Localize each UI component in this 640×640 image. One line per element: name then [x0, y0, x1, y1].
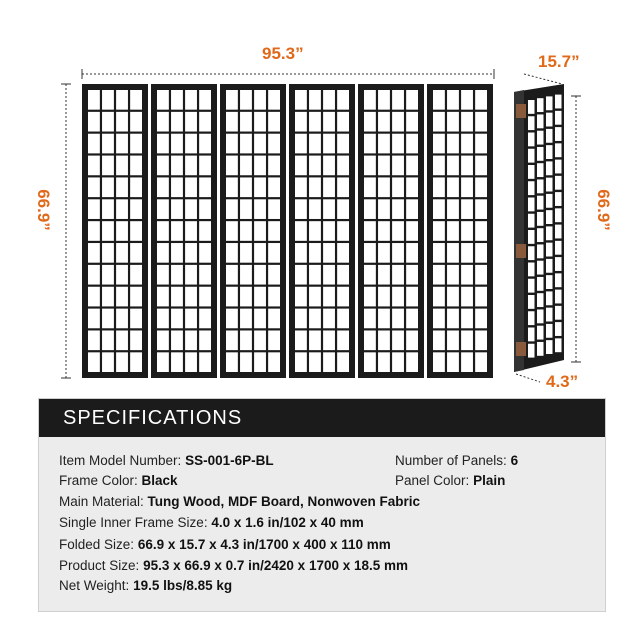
width-dimension-line	[82, 69, 494, 79]
net-weight-row	[59, 578, 232, 593]
height-label-left: 66.9”	[33, 189, 53, 231]
product-size-value: 95.3 x 66.9 x 0.7 in/2420 x 1700 x 18.5 mm	[143, 558, 409, 573]
depth-dimension-line	[524, 74, 562, 84]
folded-stack	[514, 84, 564, 372]
panel-color-value: Plain	[473, 473, 506, 488]
folded-size-row	[59, 537, 391, 552]
folded-size-label: Folded Size:	[59, 537, 135, 552]
width-label: 95.3”	[262, 44, 304, 63]
panels-value: 6	[510, 453, 519, 468]
inner-frame-row	[59, 515, 364, 530]
material-label: Main Material:	[59, 494, 144, 509]
material-value: Tung Wood, MDF Board, Nonwoven Fabric	[147, 494, 421, 509]
folding-screen-folded	[514, 84, 564, 372]
depth-label: 15.7”	[538, 52, 580, 71]
screen-panel	[358, 84, 424, 378]
item-model-label: Item Model Number:	[59, 453, 182, 468]
height-dimension-line-right	[571, 96, 581, 362]
net-weight-value: 19.5 lbs/8.85 kg	[133, 578, 233, 593]
frame-color-row	[59, 473, 178, 488]
product-size-row	[59, 558, 408, 573]
inner-frame-value: 4.0 x 1.6 in/102 x 40 mm	[211, 515, 364, 530]
hinge-icon	[516, 342, 526, 356]
specifications-title: SPECIFICATIONS	[63, 407, 243, 429]
folded-size-value: 66.9 x 15.7 x 4.3 in/1700 x 400 x 110 mm	[137, 537, 391, 552]
panel-color-row	[395, 473, 505, 488]
item-model-row	[59, 453, 274, 468]
screen-panel	[427, 84, 493, 378]
panels-row	[395, 453, 518, 468]
material-row	[59, 494, 420, 509]
folding-screen-front	[82, 84, 493, 378]
panels-label: Number of Panels:	[395, 453, 507, 468]
height-label-right: 66.9”	[593, 189, 613, 231]
thickness-label: 4.3”	[546, 372, 579, 391]
thickness-dimension-line	[516, 374, 540, 382]
panel-color-label: Panel Color:	[395, 473, 470, 488]
screen-panel	[82, 84, 148, 378]
height-dimension-line-left	[61, 84, 71, 378]
screen-panel	[151, 84, 217, 378]
screen-panel	[289, 84, 355, 378]
frame-color-value: Black	[141, 473, 178, 488]
product-size-label: Product Size:	[59, 558, 140, 573]
specifications-header	[39, 399, 605, 437]
net-weight-label: Net Weight:	[59, 578, 130, 593]
hinge-icon	[516, 244, 526, 258]
frame-color-label: Frame Color:	[59, 473, 138, 488]
inner-frame-label: Single Inner Frame Size:	[59, 515, 208, 530]
specifications-panel	[38, 398, 606, 612]
item-model-value: SS-001-6P-BL	[185, 453, 274, 468]
screen-panel	[220, 84, 286, 378]
hinge-icon	[516, 104, 526, 118]
